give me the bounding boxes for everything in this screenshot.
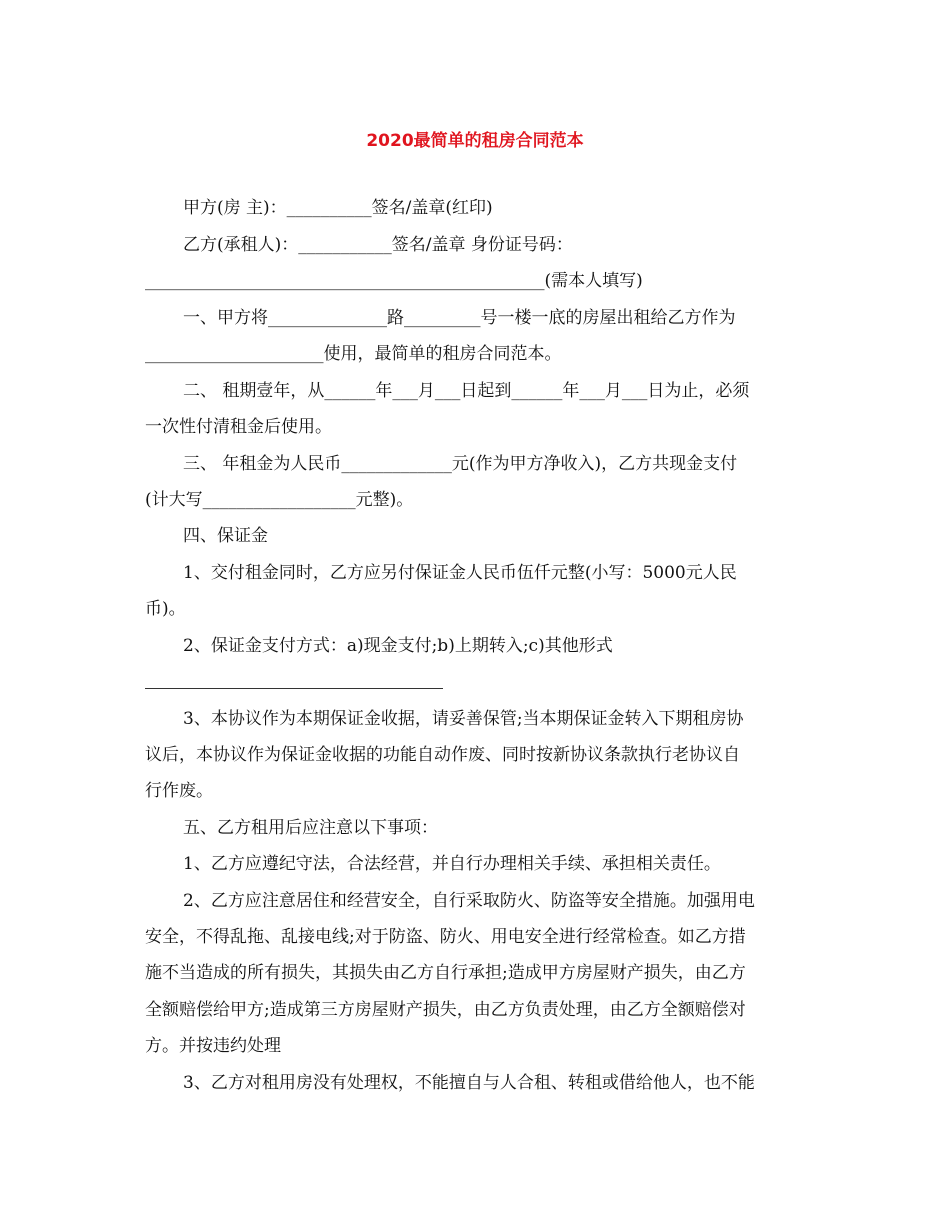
- clause-4-1-line-2: 币)。: [145, 599, 186, 619]
- clause-5-heading: 五、乙方租用后应注意以下事项：: [183, 818, 438, 838]
- clause-5-2-line-2: 安全，不得乱拖、乱接电线;对于防盗、防火、用电安全进行经常检查。如乙方措: [145, 927, 746, 947]
- document-title: 2020最简单的租房合同范本: [366, 131, 584, 151]
- clause-5-2-line-5: 方。并按违约处理: [145, 1036, 281, 1056]
- clause-3-line-2: (计大写__________________元整)。: [145, 490, 414, 510]
- clause-5-2-line-1: 2、乙方应注意居住和经营安全，自行采取防火、防盗等安全措施。加强用电: [183, 891, 755, 911]
- party-a-line: 甲方(房 主)：__________签名/盖章(红印): [183, 198, 493, 218]
- clause-1-line-2: _____________________使用，最简单的租房合同范本。: [145, 344, 562, 364]
- clause-5-3-line-1: 3、乙方对租用房没有处理权，不能擅自与人合租、转租或借给他人，也不能: [183, 1073, 755, 1093]
- clause-1-line-1: 一、甲方将______________路_________号一楼一底的房屋出租给乙方作为: [183, 308, 736, 328]
- party-b-line: 乙方(承租人)：___________签名/盖章 身份证号码：: [183, 235, 573, 255]
- clause-2-line-1: 二、 租期壹年，从______年___月___日起到______年___月___日为止，必须: [183, 381, 750, 401]
- clause-5-2-line-3: 施不当造成的所有损失，其损失由乙方自行承担;造成甲方房屋财产损失，由乙方: [145, 963, 746, 983]
- clause-3-line-1: 三、 年租金为人民币_____________元(作为甲方净收入)，乙方共现金支付: [183, 454, 738, 474]
- clause-4-3-line-2: 议后，本协议作为保证金收据的功能自动作废、同时按新协议条款执行老协议自: [145, 745, 740, 765]
- clause-4-heading: 四、保证金: [183, 526, 268, 546]
- clause-4-2-line: 2、保证金支付方式：a)现金支付;b)上期转入;c)其他形式: [183, 636, 613, 656]
- blank-rule: [145, 688, 443, 689]
- id-number-line: _______________________________________________(需本人填写): [145, 271, 643, 291]
- clause-4-3-line-3: 行作废。: [145, 781, 213, 801]
- clause-5-1-line: 1、乙方应遵纪守法，合法经营，并自行办理相关手续、承担相关责任。: [183, 854, 721, 874]
- clause-2-line-2: 一次性付清租金后使用。: [145, 417, 332, 437]
- clause-4-3-line-1: 3、本协议作为本期保证金收据，请妥善保管;当本期保证金转入下期租房协: [183, 709, 744, 729]
- clause-5-2-line-4: 全额赔偿给甲方;造成第三方房屋财产损失，由乙方负责处理，由乙方全额赔偿对: [145, 1000, 746, 1020]
- clause-4-1-line-1: 1、交付租金同时，乙方应另付保证金人民币伍仟元整(小写：5000元人民: [183, 563, 737, 583]
